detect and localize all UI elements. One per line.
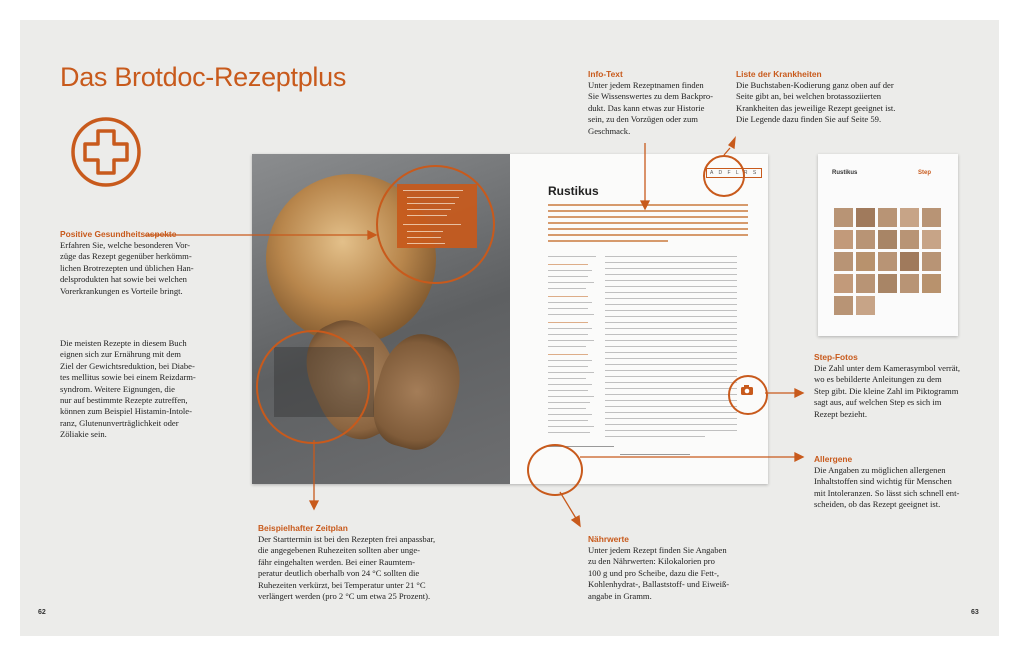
callout-info-text: Info-Text Unter jedem Rezeptnamen finden Sie Wissenswertes zu dem Backpro- dukt. Das kann etwas zur Historie sein, zu den Vorzügen oder zum Geschmack. (588, 69, 728, 137)
recipe-title: Rustikus (548, 184, 599, 198)
callout-step-fotos: Step-Fotos Die Zahl unter dem Kamerasymbol verrät, wo es bebilderte Anleitungen zu dem Step gibt. Die kleine Zahl im Piktogramm sagt aus, auf welchen Step es sich im Rezept bezieht. (814, 352, 994, 420)
thumb-title: Rustikus (832, 170, 858, 176)
page-number-left: 62 (38, 609, 46, 616)
page-number-right: 63 (971, 609, 979, 616)
callout-heading: Liste der Krankheiten (736, 69, 822, 79)
callout-ernaehrung: Die meisten Rezepte in diesem Buch eignen sich zur Ernährung mit dem Ziel der Gewichtsreduktion, bei Diabe- tes mellitus sowie bei einem Reizdarm- syndrom. Weitere Eignungen, die nur auf bestimmte Rezepte zutreffen, können zum Beispiel Histamin-Intole- ranz, Glutenunverträglichkeit oder Zöliakie sein. (60, 338, 196, 440)
callout-heading: Nährwerte (588, 534, 629, 544)
thumb-step-label: Step (918, 170, 932, 176)
callout-gesundheit: Positive Gesundheitsaspekte Erfahren Sie, welche besonderen Vor- züge das Rezept gegenüber herkömm- lichen Brotrezepten und üblichen Han- delsprodukten hat sowie bei welchen Vorerkrankungen es Vorteile bringt. (60, 229, 235, 297)
page-title: Das Brotdoc-Rezeptplus (60, 62, 347, 92)
callout-heading: Positive Gesundheitsaspekte (60, 229, 177, 239)
callout-heading: Beispielhafter Zeitplan (258, 523, 348, 533)
callout-krankheiten: Liste der Krankheiten Die Buchstaben-Kodierung ganz oben auf der Seite gibt an, bei welchen brotassoziierten Krankheiten das jeweilige Rezept geeignet ist. Die Legende dazu finden Sie auf Seite 59. (736, 69, 936, 126)
callout-allergene: Allergene Die Angaben zu möglichen allergenen Inhaltstoffen sind wichtig für Menschen mit Intoleranzen. So lässt sich schnell ent- scheiden, ob das Rezept geeignet ist. (814, 454, 994, 511)
disease-code: A D F L R S (706, 168, 762, 178)
callout-heading: Step-Fotos (814, 352, 858, 362)
callout-heading: Info-Text (588, 69, 623, 79)
callout-zeitplan: Beispielhafter Zeitplan Der Starttermin ist bei den Rezepten frei anpassbar, die angegebenen Ruhezeiten sollten aber unge- fähr eingehalten werden. Bei einer Raumtem- peratur deutlich oberhalb von 24 °C sollten die Ruhezeiten verkürzt, bei Temperatur unter 21 °C verlängert werden (pro 2 °C um etwa 25 Prozent). (258, 523, 488, 602)
callout-heading: Allergene (814, 454, 853, 464)
callout-naehrwerte: Nährwerte Unter jedem Rezept finden Sie Angaben zu den Nährwerten: Kilokalorien pro 100 g und pro Scheibe, dazu die Fett-, Kohlenhydrat-, Ballaststoff- und Eiweiß- angabe in Gramm. (588, 534, 768, 602)
